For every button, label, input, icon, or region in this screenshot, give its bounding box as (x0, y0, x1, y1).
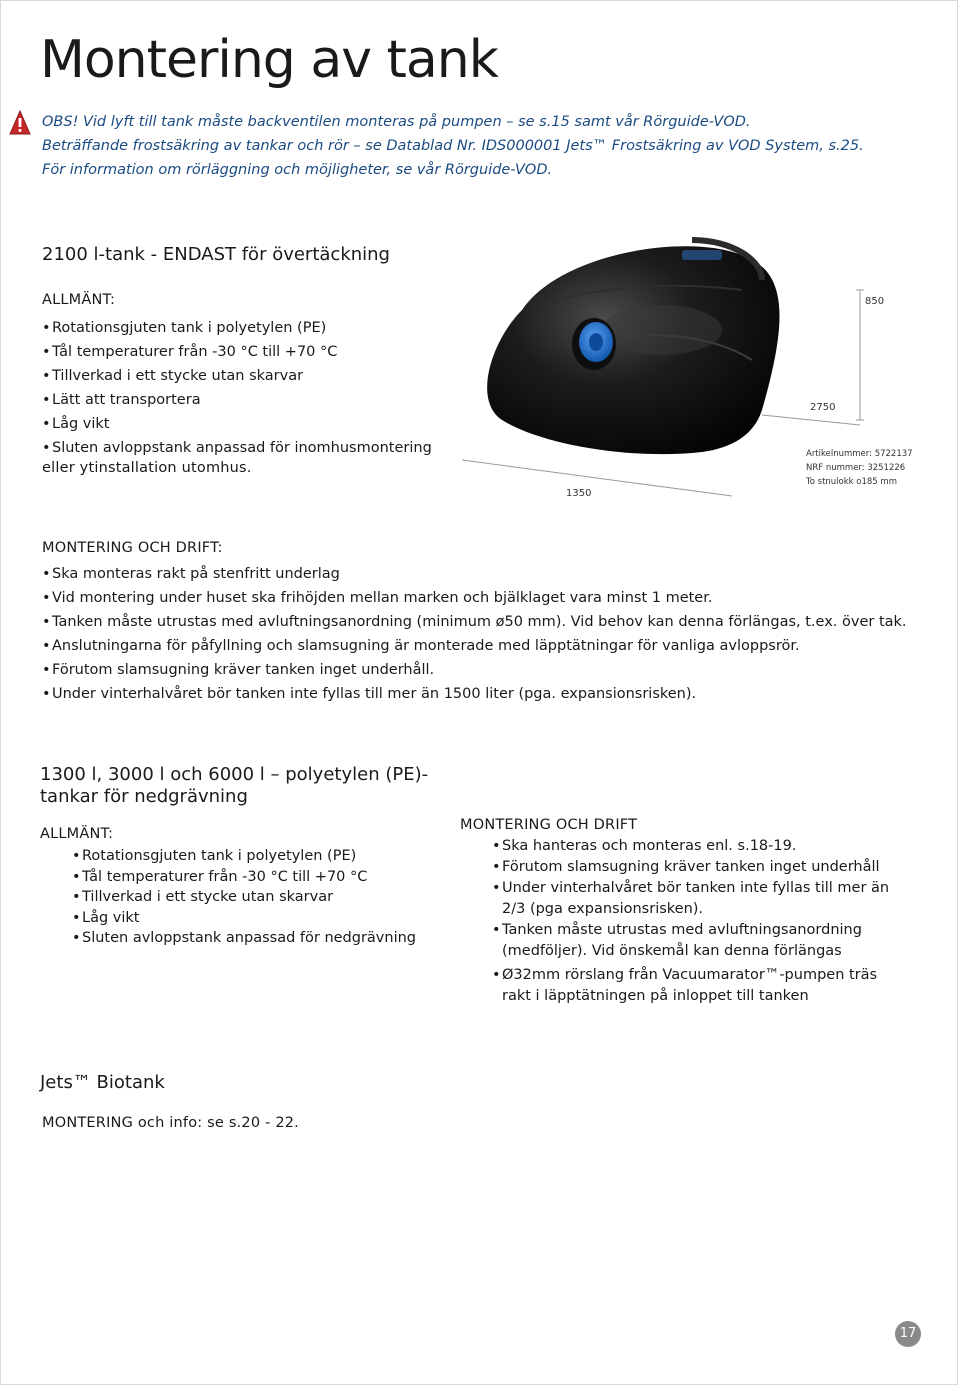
section-heading-2100: 2100 l-tank - ENDAST för övertäckning (42, 244, 390, 265)
list-item (492, 920, 889, 962)
list-item: • Låg vikt (72, 908, 416, 929)
list-item (492, 857, 889, 878)
list-item-line: • Tanken måste utrustas med avluftningsanordning (502, 922, 862, 938)
list-item: • Låg vikt (42, 412, 432, 436)
list-item-line: (medföljer). Vid önskemål kan denna förlängas (502, 943, 842, 959)
dim-width-label: 2750 (810, 402, 836, 413)
general-list (42, 316, 432, 460)
notice-line: OBS! Vid lyft till tank måste backventilen monteras på pumpen – se s.15 samt vår Rörguide-VOD. (42, 114, 751, 130)
list-item-line: • Förutom slamsugning kräver tanken inget underhåll (502, 859, 880, 875)
list-item (42, 436, 432, 460)
article-number-label: Artikelnummer: 5722137 (806, 449, 913, 459)
page-title: Montering av tank (40, 30, 498, 90)
nrf-number-label: NRF nummer: 3251226 (806, 463, 906, 473)
list-item: • Tål temperaturer från -30 °C till +70 °C (72, 867, 416, 888)
general-label: ALLMÄNT: (42, 292, 116, 308)
notice-line: Beträffande frostsäkring av tankar och rör – se Datablad Nr. IDS000001 Jets™ Frostsäkring av VOD System, s.25. (42, 138, 864, 154)
list-item-line: • Ska hanteras och monteras enl. s.18-19. (502, 838, 797, 854)
list-item: • Lätt att transportera (42, 388, 432, 412)
dim-length-label: 1350 (566, 488, 592, 499)
biotank-info: MONTERING och info: se s.20 - 22. (42, 1115, 299, 1131)
general-label: ALLMÄNT: (40, 826, 114, 842)
tank-size-label: To stnulokk o185 mm (806, 477, 897, 487)
list-item-text: Sluten avloppstank anpassad för inomhusmontering (52, 440, 432, 456)
mount-list (492, 836, 889, 1007)
list-item: • Anslutningarna för påfyllning och slamsugning är monterade med läpptätningar för vanliga avloppsrör. (42, 634, 907, 658)
notice-line: För information om rörläggning och möjligheter, se vår Rörguide-VOD. (42, 162, 553, 178)
list-item-line: • Ø32mm rörslang från Vacuumarator™-pumpen träs (502, 967, 878, 983)
mount-list (42, 562, 907, 706)
list-item-line: • Under vinterhalvåret bör tanken inte fyllas till mer än (502, 880, 890, 896)
list-item: • Förutom slamsugning kräver tanken inget underhåll. (42, 658, 907, 682)
list-item (492, 878, 889, 920)
list-item: • Ska monteras rakt på stenfritt underlag (42, 562, 907, 586)
general-list (72, 846, 416, 949)
list-item (492, 965, 889, 1007)
tank-product-image (462, 220, 924, 516)
dim-height-label: 850 (865, 296, 885, 307)
list-item: • Tillverkad i ett stycke utan skarvar (72, 887, 416, 908)
heading-line: 1300 l, 3000 l och 6000 l – polyetylen (PE)- (40, 764, 429, 785)
list-item: • Tål temperaturer från -30 °C till +70 °C (42, 340, 432, 364)
notice-block (42, 110, 864, 182)
mount-label: MONTERING OCH DRIFT (460, 817, 638, 833)
list-item-line: 2/3 (pga expansionsrisken). (502, 901, 704, 917)
list-item: • Rotationsgjuten tank i polyetylen (PE) (42, 316, 432, 340)
list-item: • Tanken måste utrustas med avluftningsanordning (minimum ø50 mm). Vid behov kan denna förlängas, t.ex. över tak. (42, 610, 907, 634)
mount-label: MONTERING OCH DRIFT: (42, 540, 223, 556)
list-item: • Rotationsgjuten tank i polyetylen (PE) (72, 846, 416, 867)
list-item: • Under vinterhalvåret bör tanken inte fyllas till mer än 1500 liter (pga. expansionsrisken). (42, 682, 907, 706)
list-item: • Sluten avloppstank anpassad för nedgrävning (72, 928, 416, 949)
list-item-continuation: eller ytinstallation utomhus. (42, 460, 252, 476)
section-heading-biotank: Jets™ Biotank (40, 1072, 165, 1093)
warning-icon (9, 110, 31, 136)
page-number-badge: 17 (895, 1321, 921, 1347)
heading-line: tankar för nedgrävning (40, 786, 248, 807)
list-item: • Tillverkad i ett stycke utan skarvar (42, 364, 432, 388)
list-item: • Vid montering under huset ska frihöjden mellan marken och bjälklaget vara minst 1 meter. (42, 586, 907, 610)
list-item-line: rakt i läpptätningen på inloppet till tanken (502, 988, 809, 1004)
list-item (492, 836, 889, 857)
section-heading-buried (40, 764, 428, 808)
